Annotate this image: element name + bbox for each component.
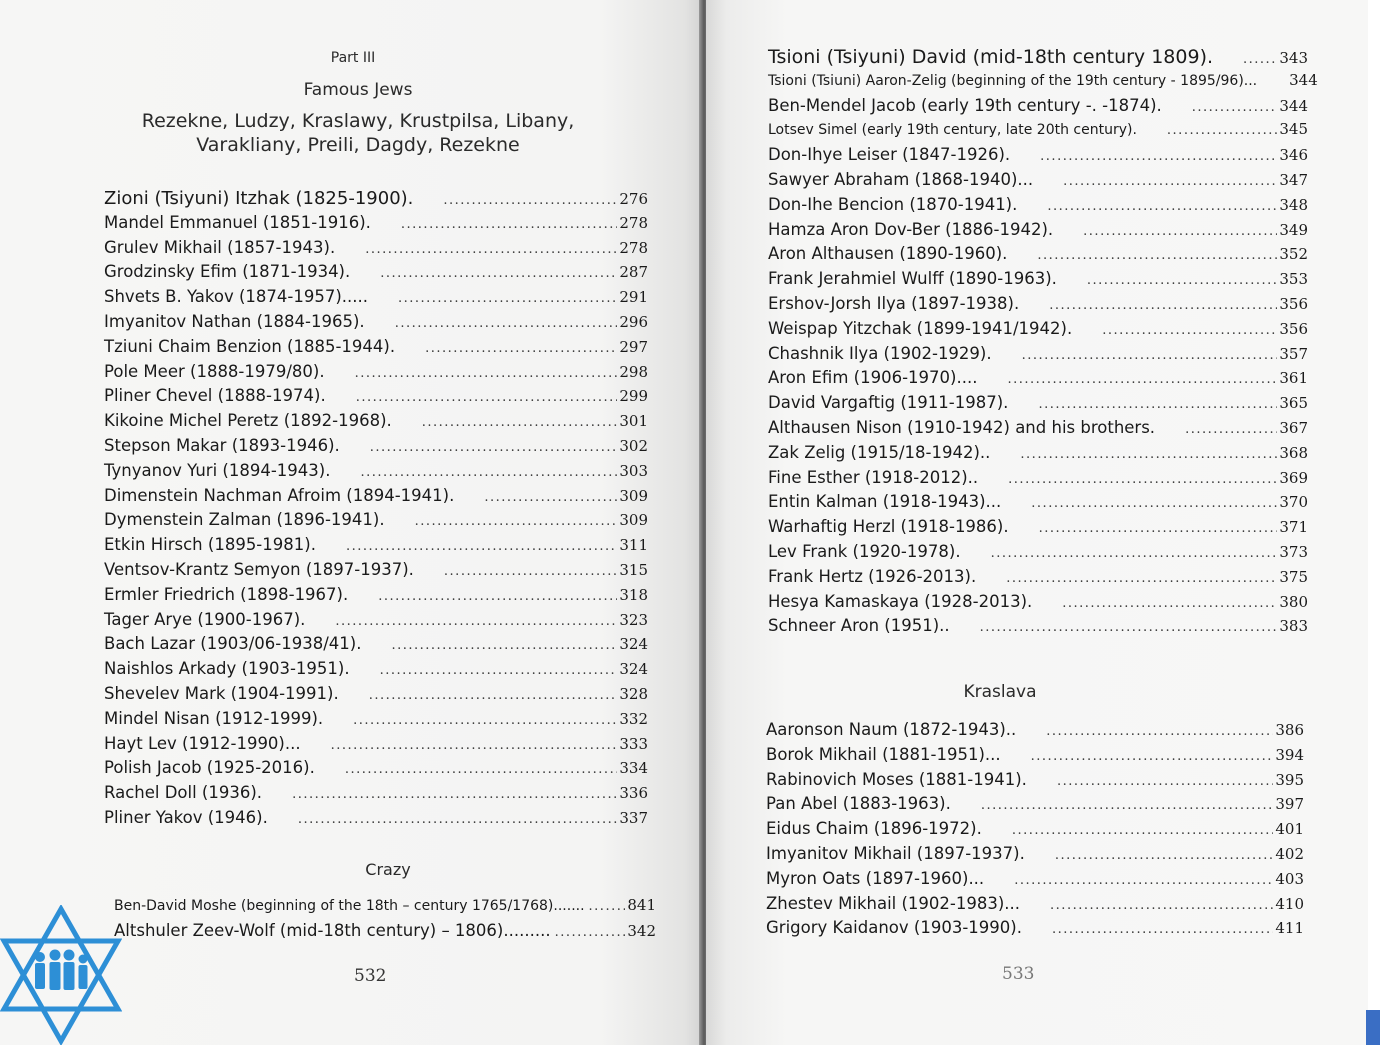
toc-entry-page: 361 (1279, 369, 1308, 388)
toc-entry-name: Pan Abel (1883-1963). (766, 794, 951, 814)
toc-entry-page: 302 (619, 436, 648, 455)
toc-entry-name: Myron Oats (1897-1960)... (766, 868, 985, 888)
toc-entry (104, 783, 648, 808)
toc-entry (768, 195, 1308, 220)
toc-entry-name: Hesya Kamaskaya (1928-2013). (768, 591, 1033, 611)
toc-entry-page: 298 (619, 362, 648, 381)
dot-leader (345, 762, 618, 777)
dot-leader (1167, 123, 1277, 138)
toc-entry-page: 397 (1275, 795, 1304, 814)
dot-leader (1012, 823, 1274, 838)
toc-entry-page: 324 (619, 635, 648, 654)
toc-entry-name: Aron Althausen (1890-1960). (768, 244, 1008, 264)
toc-entry-page: 278 (619, 213, 648, 232)
dot-leader (1049, 298, 1277, 313)
toc-entry-page: 344 (1289, 70, 1318, 89)
toc-entry (104, 634, 648, 659)
toc-entry (766, 770, 1304, 795)
toc-entry-name: Borok Mikhail (1881-1951)... (766, 744, 1001, 764)
toc-entry-page: 383 (1279, 617, 1308, 636)
toc-entry (768, 542, 1308, 567)
toc-entry (768, 319, 1308, 344)
toc-entry-name: Weispap Yitzchak (1899-1941/1942). (768, 318, 1073, 338)
toc-entry-page: 309 (619, 511, 648, 530)
toc-entry (768, 344, 1308, 369)
dot-leader (1031, 749, 1274, 764)
toc-entry (766, 918, 1304, 943)
part-label: Part III (330, 50, 376, 66)
toc-entry-name: Frank Hertz (1926-2013). (768, 566, 977, 586)
toc-entry-name: Lev Frank (1920-1978). (768, 541, 961, 561)
toc-entry-page: 395 (1275, 770, 1304, 789)
toc-entry-name: Zhestev Mikhail (1902-1983)... (766, 893, 1021, 913)
dot-leader (353, 713, 617, 728)
toc-entry-page: 276 (619, 190, 648, 208)
toc-entry (768, 567, 1308, 592)
dot-leader (1243, 52, 1277, 67)
toc-entry (104, 287, 648, 312)
section-title: Famous Jews (303, 80, 413, 100)
toc-entry-page: 299 (619, 387, 648, 406)
toc-entry-page: 365 (1279, 394, 1308, 413)
toc-entry (768, 220, 1308, 245)
toc-entry-name: Pliner Chevel (1888-1974). (104, 386, 326, 406)
region-heading-line-1: Rezekne, Ludzy, Kraslawy, Krustpilsa, Libany, (141, 110, 575, 132)
dot-leader (1014, 873, 1273, 888)
toc-entry (766, 745, 1304, 770)
page-number-left: 532 (354, 966, 387, 986)
toc-entry-page: 349 (1279, 220, 1308, 239)
toc-entry-name: Zioni (Tsiyuni) Itzhak (1825-1900). (104, 188, 414, 209)
toc-entry-page: 315 (619, 560, 648, 579)
toc-entry-name: Hayt Lev (1912-1990)... (104, 733, 301, 753)
toc-entry (104, 709, 648, 734)
toc-entry-page: 337 (619, 808, 648, 827)
toc-entry-page: 309 (619, 486, 648, 505)
dot-leader (555, 925, 626, 940)
toc-entry (104, 659, 648, 684)
toc-entry (104, 386, 648, 411)
toc-entry-page: 287 (619, 263, 648, 282)
toc-entry (104, 610, 648, 635)
toc-entry-name: Frank Jerahmiel Wulff (1890-1963). (768, 269, 1057, 289)
toc-entry-page: 402 (1275, 844, 1304, 863)
toc-entry (766, 844, 1304, 869)
toc-entry-page: 841 (627, 896, 656, 914)
toc-entry-name: Entin Kalman (1918-1943)... (768, 492, 1002, 512)
toc-entry-name: Ventsov-Krantz Semyon (1897-1937). (104, 559, 414, 579)
toc-entry-page: 373 (1279, 542, 1308, 561)
crazy-section-title: Crazy (365, 860, 411, 879)
dot-leader (1063, 174, 1277, 189)
dot-leader (1031, 496, 1277, 511)
dot-leader (1040, 149, 1277, 164)
toc-entry (768, 592, 1308, 617)
toc-entry-page: 357 (1279, 344, 1308, 363)
toc-entry (766, 794, 1304, 819)
star-of-david-family-icon (0, 905, 122, 1045)
toc-entry (768, 120, 1308, 145)
toc-list-kraslava (766, 720, 1304, 943)
toc-entry-name: Polish Jacob (1925-2016). (104, 758, 315, 778)
dot-leader (1037, 248, 1277, 263)
dot-leader (360, 465, 617, 480)
toc-entry (768, 492, 1308, 517)
dot-leader (1020, 447, 1277, 462)
dot-leader (292, 787, 617, 802)
toc-entry-page: 323 (619, 610, 648, 629)
toc-entry-name: Tsioni (Tsiyuni) David (mid-18th century 1809). (768, 46, 1214, 68)
toc-entry-page: 401 (1275, 820, 1304, 839)
toc-entry-name: Don-Ihe Bencion (1870-1941). (768, 194, 1018, 214)
region-heading-line-2: Varakliany, Preili, Dagdy, Rezekne (196, 134, 520, 156)
toc-entry-name: Ershov-Jorsh Ilya (1897-1938). (768, 293, 1020, 313)
dot-leader (1192, 100, 1278, 115)
dot-leader (398, 291, 617, 306)
toc-entry (104, 312, 648, 337)
toc-entry-name: Schneer Aron (1951).. (768, 616, 950, 636)
toc-entry (104, 585, 648, 610)
toc-entry (104, 560, 648, 585)
dot-leader (1047, 199, 1277, 214)
dot-leader (1007, 372, 1277, 387)
toc-entry-name: Fine Esther (1918-2012).. (768, 467, 979, 487)
dot-leader (1083, 224, 1277, 239)
toc-entry (104, 684, 648, 709)
toc-entry-page: 347 (1279, 170, 1308, 189)
toc-entry (104, 486, 648, 511)
toc-entry (104, 734, 648, 759)
toc-entry-page: 334 (619, 759, 648, 778)
toc-entry-name: Tziuni Chaim Benzion (1885-1944). (104, 336, 396, 356)
dot-leader (380, 663, 618, 678)
toc-entry-name: Althausen Nison (1910-1942) and his brothers. (768, 417, 1156, 437)
toc-entry-name: Don-Ihye Leiser (1847-1926). (768, 145, 1011, 165)
toc-list-famous-jews (104, 188, 648, 833)
toc-entry-page: 311 (619, 536, 648, 555)
toc-entry (768, 46, 1308, 71)
toc-entry (768, 70, 1318, 96)
toc-entry-name: Mandel Emmanuel (1851-1916). (104, 212, 371, 232)
toc-entry (768, 393, 1308, 418)
toc-entry-page: 332 (619, 709, 648, 728)
kraslava-section-title: Kraslava (963, 682, 1037, 702)
toc-entry-name: Grodzinsky Efim (1871-1934). (104, 262, 351, 282)
toc-entry-name: Rachel Doll (1936). (104, 783, 263, 803)
toc-entry (768, 616, 1308, 641)
toc-entry-name: Kikoine Michel Peretz (1892-1968). (104, 411, 392, 431)
dot-leader (415, 514, 618, 529)
toc-entry (766, 894, 1304, 919)
dot-leader (589, 899, 626, 914)
toc-entry-page: 333 (619, 734, 648, 753)
toc-entry (768, 468, 1308, 493)
dot-leader (346, 539, 617, 554)
dot-leader (335, 614, 617, 629)
toc-entry (104, 362, 648, 387)
toc-entry-name: Altshuler Zeev-Wolf (mid-18th century) – 1806)......... (114, 920, 551, 940)
toc-entry (104, 758, 648, 783)
dot-leader (331, 738, 618, 753)
toc-entry (104, 188, 648, 213)
toc-entry-name: Mindel Nisan (1912-1999). (104, 708, 324, 728)
toc-entry (104, 461, 648, 486)
toc-entry-page: 403 (1275, 869, 1304, 888)
toc-entry-name: Tynyanov Yuri (1894-1943). (104, 460, 331, 480)
toc-entry (104, 262, 648, 287)
dot-leader (1052, 922, 1273, 937)
dot-leader (981, 798, 1274, 813)
toc-entry-name: Aron Efim (1906-1970).... (768, 368, 978, 388)
toc-entry-name: Bach Lazar (1903/06-1938/41). (104, 634, 362, 654)
toc-entry (104, 510, 648, 535)
toc-entry-name: Grulev Mikhail (1857-1943). (104, 237, 336, 257)
toc-entry (768, 269, 1308, 294)
dot-leader (298, 812, 618, 827)
dot-leader (378, 589, 617, 604)
toc-entry (766, 869, 1304, 894)
dot-leader (355, 366, 618, 381)
dot-leader (425, 341, 617, 356)
toc-entry-page: 380 (1279, 592, 1308, 611)
toc-entry (768, 517, 1308, 542)
toc-entry-page: 301 (619, 412, 648, 431)
toc-entry-name: Stepson Makar (1893-1946). (104, 435, 340, 455)
toc-entry-page: 318 (619, 585, 648, 604)
dot-leader (369, 688, 618, 703)
toc-entry (766, 819, 1304, 844)
toc-entry-name: Tsioni (Tsiuni) Aaron-Zelig (beginning of the 19th century - 1895/96)... (768, 72, 1258, 89)
dot-leader (1008, 472, 1277, 487)
toc-entry-page: 346 (1279, 146, 1308, 165)
toc-entry (768, 294, 1308, 319)
toc-entry-name: Lotsev Simel (early 19th century, late 20th century). (768, 122, 1137, 139)
toc-entry-page: 367 (1279, 418, 1308, 437)
toc-entry (768, 368, 1308, 393)
dot-leader (1022, 348, 1278, 363)
dot-leader (365, 242, 617, 257)
dot-leader (356, 390, 618, 405)
toc-entry-page: 291 (619, 288, 648, 307)
toc-entry-name: Dimenstein Nachman Afroim (1894-1941). (104, 485, 455, 505)
toc-entry-name: Hamza Aron Dov-Ber (1886-1942). (768, 219, 1054, 239)
dot-leader (401, 217, 617, 232)
toc-entry-name: Rabinovich Moses (1881-1941). (766, 769, 1027, 789)
dot-leader (444, 564, 617, 579)
scan-edge (1368, 0, 1380, 1045)
toc-entry-name: Zak Zelig (1915/18-1942).. (768, 442, 991, 462)
toc-entry-page: 356 (1279, 319, 1308, 338)
dot-leader (1055, 848, 1274, 863)
dot-leader (484, 490, 617, 505)
toc-entry-name: Eidus Chaim (1896-1972). (766, 819, 982, 839)
dot-leader (422, 415, 618, 430)
toc-entry-name: Sawyer Abraham (1868-1940)... (768, 169, 1034, 189)
toc-entry-name: Shvets B. Yakov (1874-1957)..... (104, 287, 368, 307)
toc-list-right-page (768, 46, 1318, 641)
toc-entry (768, 145, 1308, 170)
toc-entry-name: Etkin Hirsch (1895-1981). (104, 535, 316, 555)
toc-entry-page: 410 (1275, 894, 1304, 913)
dot-leader (391, 638, 617, 653)
toc-entry (768, 244, 1308, 269)
toc-entry (768, 443, 1308, 468)
toc-entry-name: Aaronson Naum (1872-1943).. (766, 720, 1017, 739)
toc-entry-name: Shevelev Mark (1904-1991). (104, 683, 339, 703)
toc-entry-name: Imyanitov Nathan (1884-1965). (104, 311, 365, 331)
toc-entry-page: 343 (1279, 49, 1308, 67)
dot-leader (1057, 774, 1273, 789)
dot-leader (443, 193, 617, 208)
dot-leader (1185, 422, 1277, 437)
toc-entry-page: 344 (1279, 96, 1308, 115)
dot-leader (380, 266, 617, 281)
toc-entry (768, 170, 1308, 195)
dot-leader (1062, 596, 1277, 611)
dot-leader (395, 316, 618, 331)
toc-entry-page: 371 (1279, 518, 1308, 537)
toc-entry-page: 369 (1279, 468, 1308, 487)
toc-entry-page: 297 (619, 337, 648, 356)
toc-entry-name: Ben-David Moshe (beginning of the 18th – century 1765/1768)....... (114, 898, 585, 914)
toc-entry-name: Warhaftig Herzl (1918-1986). (768, 517, 1009, 537)
dot-leader (1046, 724, 1273, 739)
toc-entry-page: 303 (619, 461, 648, 480)
toc-entry-name: Imyanitov Mikhail (1897-1937). (766, 843, 1025, 863)
toc-entry-page: 370 (1279, 493, 1308, 512)
toc-entry (104, 436, 648, 461)
toc-list-crazy (114, 896, 656, 946)
toc-entry-page: 278 (619, 238, 648, 257)
toc-entry-page: 394 (1275, 745, 1304, 764)
toc-entry-page: 368 (1279, 443, 1308, 462)
toc-entry (768, 96, 1308, 121)
page-number-right: 533 (1002, 964, 1035, 984)
toc-entry (104, 337, 648, 362)
toc-entry (766, 720, 1304, 745)
dot-leader (1087, 273, 1277, 288)
toc-entry-page: 386 (1275, 721, 1304, 739)
toc-entry-name: Ermler Friedrich (1898-1967). (104, 584, 349, 604)
toc-entry-name: Dymenstein Zalman (1896-1941). (104, 510, 385, 530)
toc-entry-name: Chashnik Ilya (1902-1929). (768, 343, 992, 363)
toc-entry-name: Naishlos Arkady (1903-1951). (104, 659, 350, 679)
toc-entry (114, 921, 656, 946)
toc-entry-page: 356 (1279, 294, 1308, 313)
toc-entry (104, 535, 648, 560)
toc-entry-page: 352 (1279, 245, 1308, 264)
toc-entry-name: David Vargaftig (1911-1987). (768, 393, 1009, 413)
toc-entry-page: 328 (619, 684, 648, 703)
toc-entry (104, 238, 648, 263)
toc-entry-name: Tager Arye (1900-1967). (104, 609, 306, 629)
toc-entry-name: Pole Meer (1888-1979/80). (104, 361, 325, 381)
dot-leader (1039, 521, 1278, 536)
toc-entry-page: 411 (1275, 919, 1304, 938)
toc-entry-page: 375 (1279, 567, 1308, 586)
toc-entry-page: 336 (619, 784, 648, 803)
dot-leader (1102, 323, 1277, 338)
dot-leader (1006, 571, 1277, 586)
toc-entry-page: 345 (1279, 120, 1308, 139)
toc-entry-name: Ben-Mendel Jacob (early 19th century -. -1874). (768, 95, 1162, 115)
toc-entry-page: 296 (619, 312, 648, 331)
toc-entry (104, 213, 648, 238)
dot-leader (991, 546, 1278, 561)
scan-edge-blue (1366, 1010, 1380, 1045)
toc-entry-page: 342 (627, 921, 656, 940)
dot-leader (370, 440, 618, 455)
toc-entry-page: 348 (1279, 195, 1308, 214)
toc-entry (768, 418, 1308, 443)
toc-entry-name: Grigory Kaidanov (1903-1990). (766, 918, 1022, 938)
dot-leader (980, 620, 1278, 635)
toc-entry-page: 353 (1279, 270, 1308, 289)
toc-entry (114, 896, 656, 921)
toc-entry-page: 324 (619, 660, 648, 679)
toc-entry-name: Pliner Yakov (1946). (104, 807, 268, 827)
dot-leader (1050, 898, 1273, 913)
toc-entry (104, 411, 648, 436)
toc-entry (104, 808, 648, 833)
dot-leader (1038, 397, 1277, 412)
